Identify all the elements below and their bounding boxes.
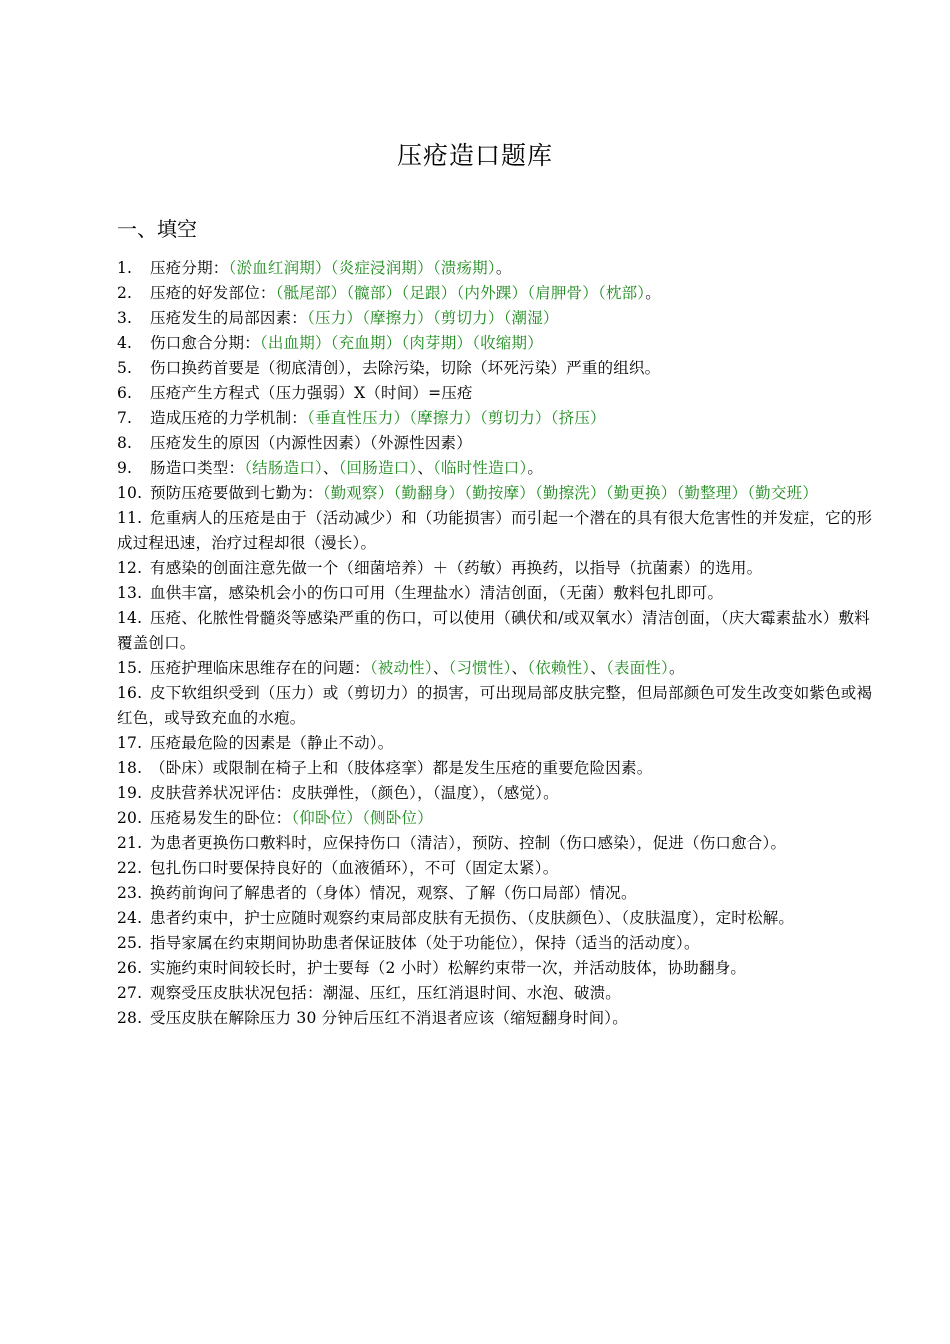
answer-text: （压力）（摩擦力）（剪切力）（潮湿） xyxy=(307,309,559,327)
question-text: 压疮最危险的因素是（静止不动）。 xyxy=(150,734,394,752)
question-number: 4. xyxy=(117,334,133,352)
question-item xyxy=(117,831,877,856)
question-item xyxy=(117,431,877,456)
question-number: 7. xyxy=(117,409,133,427)
question-text: 伤口愈合分期： xyxy=(150,334,260,352)
question-item xyxy=(117,931,877,956)
question-number: 18. xyxy=(117,759,143,777)
question-number: 9. xyxy=(117,459,133,477)
question-number: 24. xyxy=(117,909,143,927)
question-number: 25. xyxy=(117,934,143,952)
question-number: 28. xyxy=(117,1009,143,1027)
answer-text: （临时性造口） xyxy=(433,459,528,477)
answer-text: （淤血红润期）（炎症浸润期）（溃疡期） xyxy=(228,259,496,277)
question-number: 8. xyxy=(117,434,133,452)
question-number: 15. xyxy=(117,659,143,677)
question-item xyxy=(117,356,877,381)
question-item xyxy=(117,556,877,581)
question-text: 压疮、化脓性骨髓炎等感染严重的伤口，可以使用（碘伏和/或双氧水）清洁创面，（庆大霉素盐水）敷料覆盖创口。 xyxy=(117,609,870,652)
answer-text: （回肠造口） xyxy=(338,459,418,477)
question-number: 3. xyxy=(117,309,133,327)
question-item xyxy=(117,806,877,831)
question-text: 预防压疮要做到七勤为： xyxy=(150,484,323,502)
answer-text: （习惯性） xyxy=(448,659,512,677)
answer-text: （勤观察）（勤翻身）（勤按摩）（勤擦洗）（勤更换）（勤整理）（勤交班） xyxy=(322,484,818,502)
question-text: 压疮产生方程式（压力强弱）X（时间）=压疮 xyxy=(150,384,473,402)
question-number: 26. xyxy=(117,959,143,977)
document-title: 压疮造口题库 xyxy=(396,141,553,170)
question-text: 包扎伤口时要保持良好的（血液循环），不可（固定太紧）。 xyxy=(150,859,559,877)
answer-text: （骶尾部）（髋部）（足跟）（内外踝）（肩胛骨）（枕部） xyxy=(275,284,646,302)
question-item xyxy=(117,656,877,681)
question-number: 17. xyxy=(117,734,143,752)
question-text: 皮肤营养状况评估：皮肤弹性，（颜色），（温度），（感觉）。 xyxy=(150,784,559,802)
question-text: 压疮分期： xyxy=(150,259,229,277)
question-number: 2. xyxy=(117,284,133,302)
question-text: 观察受压皮肤状况包括：潮湿、压红，压红消退时间、水泡、破溃。 xyxy=(150,984,622,1002)
question-number: 19. xyxy=(117,784,143,802)
question-list xyxy=(117,256,877,1031)
question-item xyxy=(117,331,877,356)
question-text: 皮下软组织受到（压力）或（剪切力）的损害，可出现局部皮肤完整，但局部颜色可发生改变如紫色或褐红色，或导致充血的水疱。 xyxy=(117,684,873,727)
question-text: 、 xyxy=(417,459,434,477)
answer-text: （垂直性压力）（摩擦力）（剪切力）（挤压） xyxy=(307,409,606,427)
question-item xyxy=(117,506,877,556)
question-item xyxy=(117,256,877,281)
question-item xyxy=(117,681,877,731)
question-text: 危重病人的压疮是由于（活动减少）和（功能损害）而引起一个潜在的具有很大危害性的并发症，它的形成过程迅速，治疗过程却很（漫长）。 xyxy=(117,509,873,552)
question-number: 13. xyxy=(117,584,143,602)
question-text: 、 xyxy=(322,459,339,477)
question-text: 实施约束时间较长时，护士要每（2 小时）松解约束带一次，并活动肢体，协助翻身。 xyxy=(150,959,747,977)
question-number: 12. xyxy=(117,559,143,577)
question-item xyxy=(117,481,877,506)
question-text: 、 xyxy=(511,659,528,677)
question-text: 、 xyxy=(432,659,449,677)
question-text: 患者约束中，护士应随时观察约束局部皮肤有无损伤、（皮肤颜色）、（皮肤温度），定时松解。 xyxy=(150,909,795,927)
question-number: 14. xyxy=(117,609,143,627)
question-number: 23. xyxy=(117,884,143,902)
question-text: 压疮护理临床思维存在的问题： xyxy=(150,659,370,677)
answer-text: （依赖性） xyxy=(527,659,591,677)
question-item xyxy=(117,581,877,606)
question-text: 血供丰富，感染机会小的伤口可用（生理盐水）清洁创面，（无菌）敷料包扎即可。 xyxy=(150,584,724,602)
answer-text: （表面性） xyxy=(605,659,669,677)
question-item xyxy=(117,306,877,331)
question-text: 、 xyxy=(590,659,606,677)
question-text: 。 xyxy=(495,259,512,277)
question-text: 为患者更换伤口敷料时，应保持伤口（清洁），预防、控制（伤口感染），促进（伤口愈合）。 xyxy=(150,834,787,852)
question-number: 20. xyxy=(117,809,143,827)
section-heading: 一、填空 xyxy=(117,217,197,241)
question-item xyxy=(117,781,877,806)
question-text: 指导家属在约束期间协助患者保证肢体（处于功能位），保持（适当的活动度）。 xyxy=(150,934,700,952)
question-number: 1. xyxy=(117,259,133,277)
question-text: 伤口换药首要是（彻底清创），去除污染，切除（坏死污染）严重的组织。 xyxy=(150,359,661,377)
question-text: 压疮易发生的卧位： xyxy=(150,809,292,827)
question-item xyxy=(117,981,877,1006)
question-item xyxy=(117,731,877,756)
question-item xyxy=(117,756,877,781)
question-item xyxy=(117,1006,877,1031)
question-number: 21. xyxy=(117,834,143,852)
question-text: （卧床）或限制在椅子上和（肢体痉挛）都是发生压疮的重要危险因素。 xyxy=(150,759,653,777)
answer-text: （仰卧位）（侧卧位） xyxy=(291,809,433,827)
question-text: 肠造口类型： xyxy=(150,459,245,477)
answer-text: （出血期）（充血期）（肉芽期）（收缩期） xyxy=(259,334,543,352)
question-item xyxy=(117,906,877,931)
question-number: 22. xyxy=(117,859,143,877)
answer-text: （被动性） xyxy=(369,659,433,677)
question-number: 16. xyxy=(117,684,143,702)
question-item xyxy=(117,456,877,481)
question-text: 。 xyxy=(668,659,685,677)
question-item xyxy=(117,381,877,406)
question-item xyxy=(117,881,877,906)
question-number: 27. xyxy=(117,984,143,1002)
question-text: 受压皮肤在解除压力 30 分钟后压红不消退者应该（缩短翻身时间）。 xyxy=(150,1009,628,1027)
question-item xyxy=(117,856,877,881)
question-text: 压疮发生的原因（内源性因素）（外源性因素） xyxy=(150,434,472,452)
question-text: 造成压疮的力学机制： xyxy=(150,409,308,427)
question-item xyxy=(117,406,877,431)
question-text: 压疮的好发部位： xyxy=(150,284,276,302)
question-item xyxy=(117,281,877,306)
question-number: 11. xyxy=(117,509,143,527)
answer-text: （结肠造口） xyxy=(244,459,323,477)
question-number: 6. xyxy=(117,384,133,402)
question-item xyxy=(117,606,877,656)
question-text: 有感染的创面注意先做一个（细菌培养）＋（药敏）再换药，以指导（抗菌素）的选用。 xyxy=(150,559,763,577)
question-text: 压疮发生的局部因素： xyxy=(150,309,308,327)
question-number: 10. xyxy=(117,484,143,502)
question-number: 5. xyxy=(117,359,133,377)
question-text: 。 xyxy=(645,284,661,302)
question-text: 。 xyxy=(527,459,544,477)
question-text: 换药前询问了解患者的（身体）情况，观察、了解（伤口局部）情况。 xyxy=(150,884,637,902)
question-item xyxy=(117,956,877,981)
